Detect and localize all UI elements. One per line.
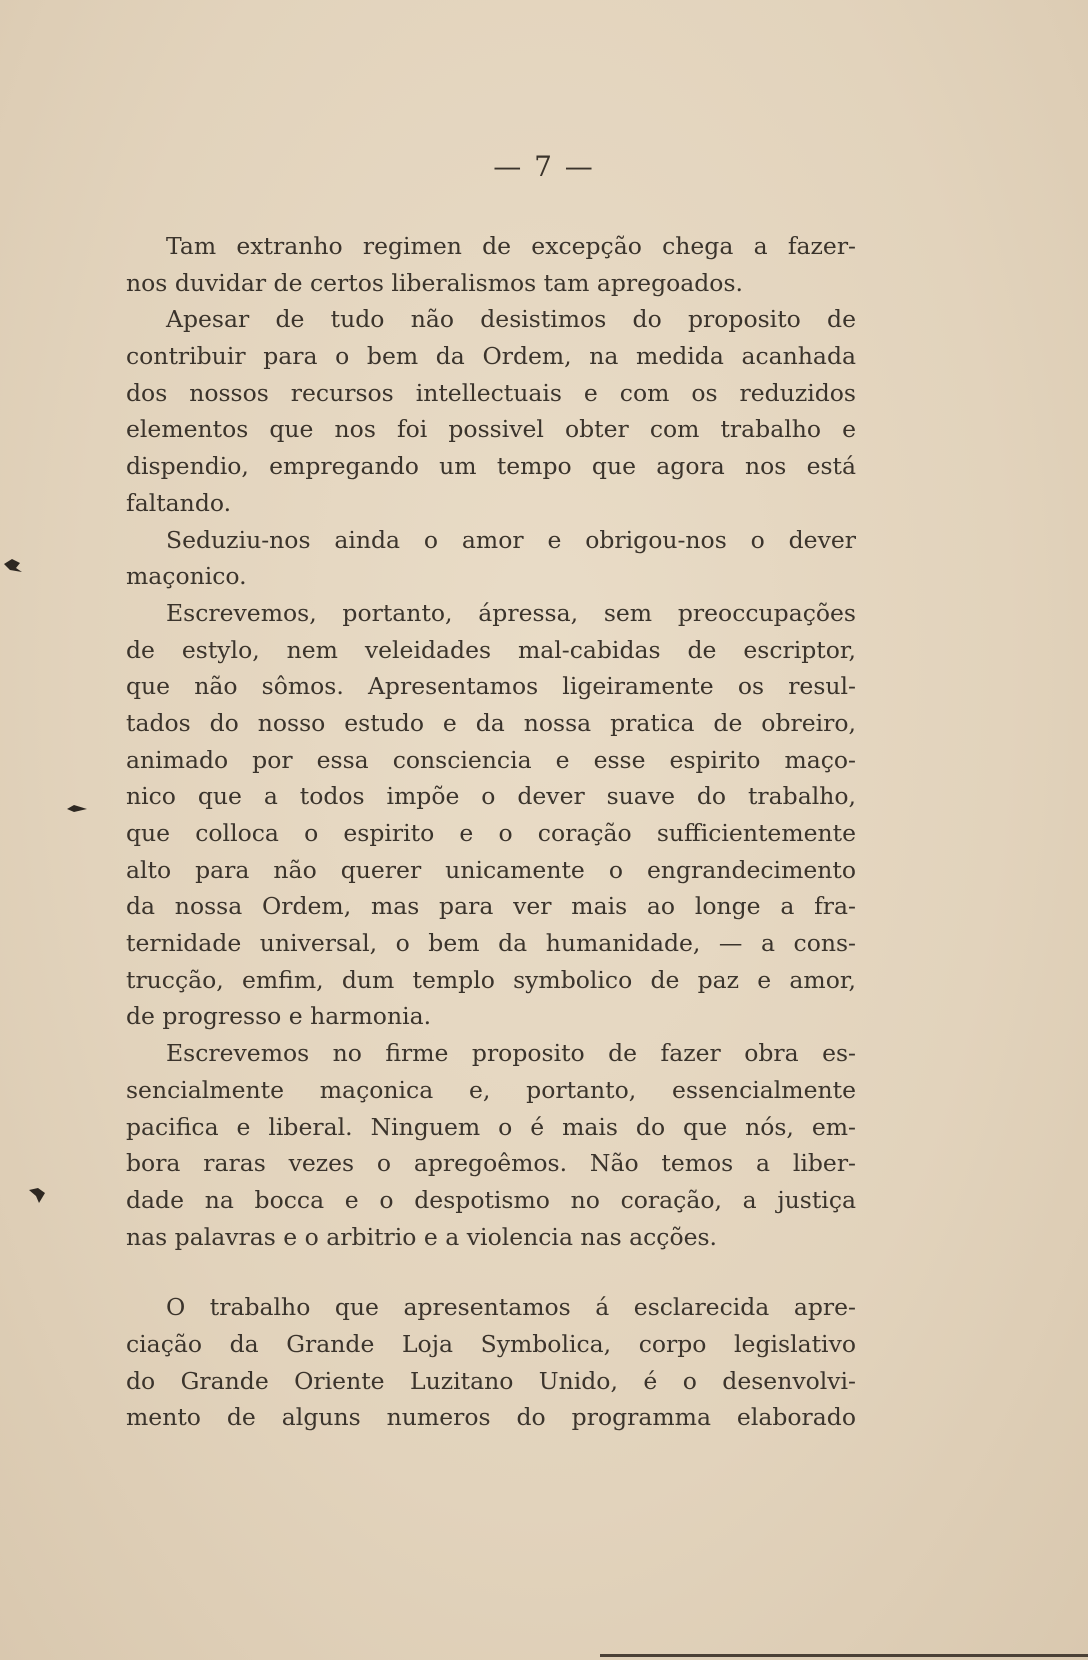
page-number: — 7 — (493, 150, 595, 183)
text-line: animado por essa consciencia e esse espirito maço- (126, 745, 856, 774)
text-line: de progresso e harmonia. (126, 1002, 432, 1031)
text-line: do Grande Oriente Luzitano Unido, é o desenvolvi- (126, 1366, 856, 1395)
text-line: Apesar de tudo não desistimos do proposito de (166, 305, 856, 334)
text-line: Seduziu-nos ainda o amor e obrigou-nos o dever (166, 525, 856, 554)
text-line: elementos que nos foi possivel obter com trabalho e (126, 415, 856, 444)
text-line: alto para não querer unicamente o engrandecimento (126, 855, 856, 884)
text-line: Escrevemos, portanto, ápressa, sem preoccupações (166, 598, 856, 627)
text-line: sencialmente maçonica e, portanto, essencialmente (126, 1075, 856, 1104)
ink-blot-mark (66, 798, 88, 820)
bottom-edge-line (600, 1654, 1088, 1657)
text-line: maçonico. (126, 562, 247, 591)
text-line: ternidade universal, o bem da humanidade, — a cons- (126, 929, 856, 958)
text-line: O trabalho que apresentamos á esclarecida apre- (166, 1293, 856, 1322)
text-line: da nossa Ordem, mas para ver mais ao longe a fra- (126, 892, 856, 921)
text-line: mento de alguns numeros do programma elaborado (126, 1403, 856, 1432)
text-line: nos duvidar de certos liberalismos tam apregoados. (126, 268, 743, 297)
text-line: de estylo, nem veleidades mal-cabidas de escriptor, (126, 635, 856, 664)
text-line: nico que a todos impõe o dever suave do trabalho, (126, 782, 856, 811)
text-line: dos nossos recursos intellectuais e com os reduzidos (126, 378, 856, 407)
text-line: Escrevemos no firme proposito de fazer obra es- (166, 1039, 856, 1068)
text-line: faltando. (126, 488, 232, 517)
body-text (126, 228, 856, 1436)
ink-blot-mark (2, 556, 24, 578)
paragraph-gap (126, 1255, 856, 1289)
text-line: dispendio, empregando um tempo que agora nos está (126, 452, 856, 481)
text-line: pacifica e liberal. Ninguem o é mais do que nós, em- (126, 1112, 856, 1141)
text-line: dade na bocca e o despotismo no coração, a justiça (126, 1185, 856, 1214)
text-line: contribuir para o bem da Ordem, na medida acanhada (126, 342, 856, 371)
text-line: trucção, emfim, dum templo symbolico de paz e amor, (126, 965, 856, 994)
text-line: tados do nosso estudo e da nossa pratica de obreiro, (126, 708, 856, 737)
text-line: que não sômos. Apresentamos ligeiramente os resul- (126, 672, 856, 701)
text-line: bora raras vezes o apregoêmos. Não temos a liber- (126, 1149, 856, 1178)
text-line: Tam extranho regimen de excepção chega a fazer- (166, 232, 856, 260)
text-line: ciação da Grande Loja Symbolica, corpo legislativo (126, 1329, 856, 1358)
ink-blot-mark (26, 1184, 48, 1206)
text-line: nas palavras e o arbitrio e a violencia nas acções. (126, 1222, 718, 1251)
text-line: que colloca o espirito e o coração sufficientemente (126, 819, 856, 847)
